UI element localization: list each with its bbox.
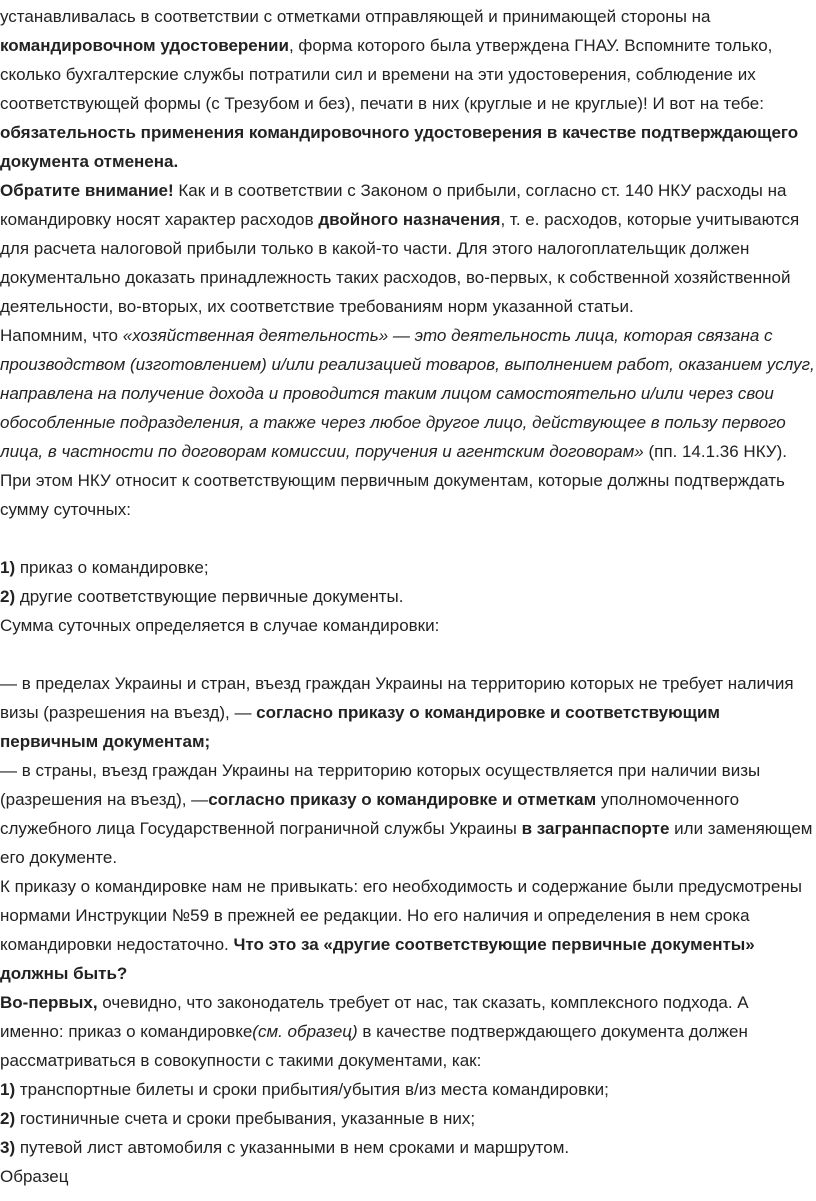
- body-text: Как и в соответствии с Законом о прибыли, согласно ст. 140 НКУ расходы на командировку носят характер расходов: [0, 181, 787, 229]
- paragraph: [0, 1075, 816, 1104]
- body-text: , форма которого была утверждена ГНАУ. Вспомните только, сколько бухгалтерские службы потратили сил и времени на эти удостоверения, соблюдение их соответствующей формы (с Трезубом и без), печати в них (круглые и не круглые)! И вот на тебе:: [0, 36, 773, 113]
- body-text: К приказу о командировке нам не привыкать: его необходимость и содержание были предусмотрены нормами Инструкции №59 в прежней ее редакции. Но его наличия и определения в нем срока командировки недостаточно.: [0, 877, 802, 954]
- body-text: — в страны, въезд граждан Украины на территорию которых осуществляется при наличии визы (разрешения на въезд), —: [0, 761, 761, 809]
- paragraph: [0, 669, 816, 756]
- body-text: Образец: [0, 1167, 69, 1186]
- paragraph: [0, 988, 816, 1075]
- body-text: в качестве подтверждающего документа должен рассматриваться в совокупности с такими документами, как:: [0, 1022, 748, 1070]
- paragraph: [0, 553, 816, 582]
- bold-text: 1): [0, 558, 16, 577]
- body-text: уполномоченного служебного лица Государственной пограничной службы Украины: [0, 790, 740, 838]
- bold-text: Во-первых,: [0, 993, 98, 1012]
- body-text: путевой лист автомобиля с указанными в нем сроками и маршрутом.: [15, 1138, 570, 1157]
- body-text: приказ о командировке;: [15, 558, 209, 577]
- body-text: , т. е. расходов, которые учитываются для расчета налоговой прибыли только в какой-то части. Для этого налогоплательщик должен документально доказать принадлежность таких расходов, во-первых, к собственной хозяйственной деятельности, во-вторых, их соответствие требованиям норм указанной статьи.: [0, 210, 800, 316]
- body-text: При этом НКУ относит к соответствующим первичным документам, которые должны подтверждать сумму суточных:: [0, 471, 785, 519]
- body-text: другие соответствующие первичные документы.: [15, 587, 404, 606]
- body-text: гостиничные счета и сроки пребывания, указанные в них;: [15, 1109, 476, 1128]
- bold-text: 2): [0, 587, 16, 606]
- bold-text: 2): [0, 1109, 16, 1128]
- body-text: Напомним, что: [0, 326, 123, 345]
- bold-text: согласно приказу о командировке и соответствующим первичным документам;: [0, 703, 721, 751]
- body-text: или заменяющем его документе.: [0, 819, 813, 867]
- bold-text: 1): [0, 1080, 16, 1099]
- bold-text: Что это за «другие соответствующие первичные документы» должны быть?: [0, 935, 755, 983]
- body-text: транспортные билеты и сроки прибытия/убытия в/из места командировки;: [15, 1080, 609, 1099]
- bold-text: обязательность применения командировочного удостоверения в качестве подтверждающего документа отменена.: [0, 123, 799, 171]
- paragraph: [0, 466, 816, 524]
- paragraph-gap: [0, 524, 816, 553]
- paragraph: [0, 2, 816, 176]
- body-text: очевидно, что законодатель требует от нас, так сказать, комплексного подхода. А именно: приказ о командировке: [0, 993, 749, 1041]
- paragraph: [0, 1162, 816, 1191]
- bold-text: 3): [0, 1138, 16, 1157]
- body-text: Сумма суточных определяется в случае командировки:: [0, 616, 440, 635]
- paragraph: [0, 176, 816, 321]
- body-text: устанавливалась в соответствии с отметками отправляющей и принимающей стороны на: [0, 7, 711, 26]
- italic-text: «хозяйственная деятельность» — это деятельность лица, которая связана с производством (изготовлением) и/или реализацией товаров, выполнением работ, оказанием услуг, направлена на получение дохода и проводится таким лицом самостоятельно и/или через свои обособленные подразделения, а также через любое другое лицо, действующее в пользу первого лица, в частности по договорам комиссии, поручения и агентским договорам»: [0, 326, 815, 461]
- paragraph: [0, 1133, 816, 1162]
- body-text: — в пределах Украины и стран, въезд граждан Украины на территорию которых не требует наличия визы (разрешения на въезд), —: [0, 674, 794, 722]
- italic-text: (см. образец): [252, 1022, 358, 1041]
- body-text: (пп. 14.1.36 НКУ).: [643, 442, 787, 461]
- paragraph: [0, 872, 816, 988]
- paragraph: [0, 611, 816, 640]
- paragraph: [0, 582, 816, 611]
- paragraph: [0, 756, 816, 872]
- bold-text: Обратите внимание!: [0, 181, 174, 200]
- bold-text: в загранпаспорте: [521, 819, 670, 838]
- paragraph-gap: [0, 640, 816, 669]
- bold-text: командировочном удостоверении: [0, 36, 289, 55]
- bold-text: согласно приказу о командировке и отметкам: [208, 790, 597, 809]
- bold-text: двойного назначения: [318, 210, 501, 229]
- paragraph: [0, 321, 816, 466]
- paragraph: [0, 1104, 816, 1133]
